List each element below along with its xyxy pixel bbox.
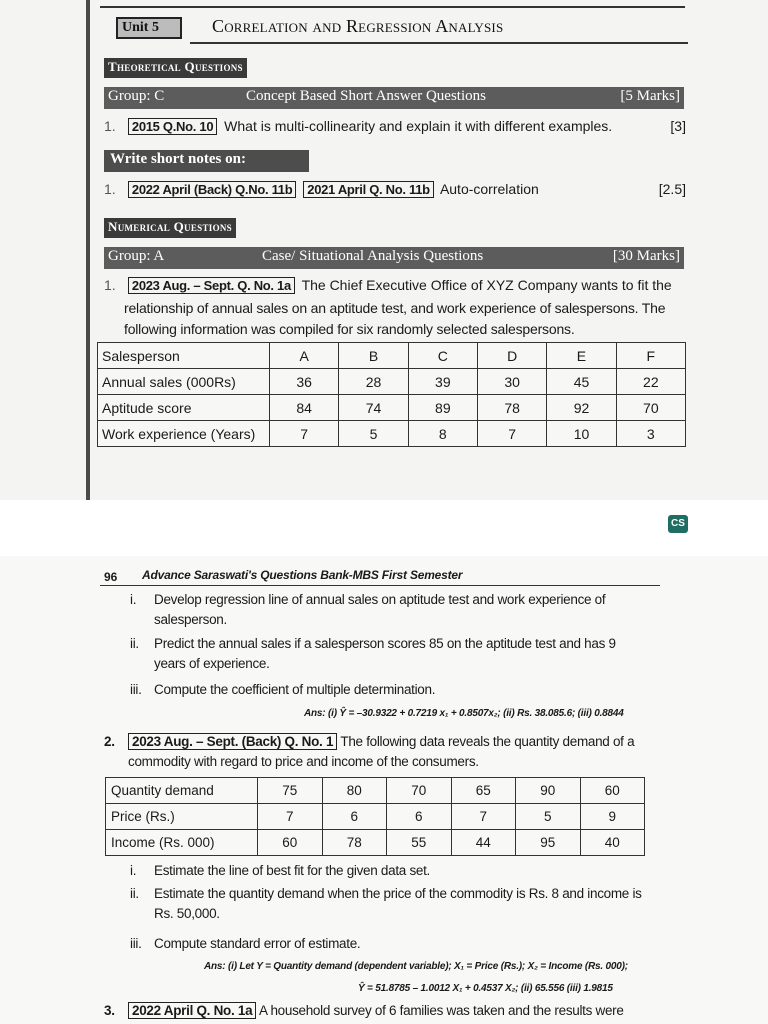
table-cell: 90: [516, 778, 581, 804]
bottom-page: [0, 556, 768, 1024]
table-cell: E: [547, 343, 616, 369]
section-numerical: Numerical Questions: [104, 218, 236, 238]
question-text-line1: The Chief Executive Office of XYZ Company wants to fit the: [301, 277, 672, 293]
running-header: Advance Saraswati's Questions Bank-MBS First Semester: [142, 568, 463, 582]
page-gap: [0, 500, 768, 560]
sub-text: Estimate the line of best fit for the given data set.: [154, 863, 431, 878]
table-cell: 5: [516, 804, 581, 830]
page-number: 96: [104, 570, 118, 584]
table-cell: 9: [580, 804, 645, 830]
group-a-title: Case/ Situational Analysis Questions: [262, 248, 484, 264]
table-row: [106, 830, 645, 856]
row-label: Income (Rs. 000): [106, 830, 258, 856]
table-cell: 78: [322, 830, 387, 856]
camscanner-logo: CS: [668, 515, 688, 533]
table-cell: 89: [408, 395, 477, 421]
table-row: [106, 778, 645, 804]
q1-sub-ii: [130, 634, 660, 674]
table-cell: 7: [270, 421, 339, 447]
sub-text: Predict the annual sales if a salesperson scores 85 on the aptitude test and has 9: [154, 636, 616, 651]
header-rule: [100, 585, 660, 586]
short-notes-heading: Write short notes on:: [104, 150, 309, 172]
table-cell: 36: [270, 369, 339, 395]
question-text-line1: A household survey of 6 families was taken and the results were: [259, 1003, 624, 1018]
table-cell: 60: [580, 778, 645, 804]
group-c-label: Group: C: [108, 88, 165, 104]
table-cell: A: [270, 343, 339, 369]
group-c-title: Concept Based Short Answer Questions: [246, 88, 486, 104]
table-row: [98, 421, 686, 447]
question-number: 1.: [104, 118, 116, 134]
salesperson-table: [97, 342, 686, 447]
binding-edge: [86, 0, 90, 500]
table-cell: 74: [339, 395, 408, 421]
table-cell: B: [339, 343, 408, 369]
table-cell: 22: [616, 369, 685, 395]
table-cell: 7: [258, 804, 323, 830]
top-page: [0, 0, 768, 500]
table-cell: 6: [387, 804, 452, 830]
sub-text: Compute standard error of estimate.: [154, 936, 361, 951]
group-a-bar: [104, 247, 684, 269]
q1-sub-iii: [130, 680, 660, 700]
table-row: [98, 343, 686, 369]
sub-text-cont: salesperson.: [154, 612, 227, 627]
table-cell: 44: [451, 830, 516, 856]
section-theoretical: Theoretical Questions: [104, 58, 247, 78]
question-text-line1: The following data reveals the quantity demand of a: [340, 734, 635, 749]
table-cell: 55: [387, 830, 452, 856]
table-cell: D: [477, 343, 546, 369]
table-cell: 3: [616, 421, 685, 447]
row-label: Price (Rs.): [106, 804, 258, 830]
table-cell: 10: [547, 421, 616, 447]
exam-reference: 2015 Q.No. 10: [128, 118, 217, 135]
sub-number: iii.: [130, 682, 142, 697]
sub-number: ii.: [130, 886, 139, 901]
question-number: 1.: [104, 277, 116, 293]
sub-text-cont: years of experience.: [154, 656, 270, 671]
table-cell: F: [616, 343, 685, 369]
row-label: Aptitude score: [98, 395, 270, 421]
q2-sub-iii: [130, 934, 660, 954]
table-row: [98, 395, 686, 421]
title-rule: [190, 42, 688, 44]
table-cell: 70: [387, 778, 452, 804]
sub-number: i.: [130, 592, 137, 607]
exam-reference: 2021 April Q. No. 11b: [303, 181, 434, 198]
exam-reference: 2022 April Q. No. 1a: [128, 1002, 256, 1019]
unit-title: Correlation and Regression Analysis: [212, 16, 504, 36]
question-text: Auto-correlation: [439, 181, 539, 197]
table-cell: 7: [477, 421, 546, 447]
table-cell: 65: [451, 778, 516, 804]
question-number: 2.: [104, 734, 115, 749]
question-marks: [3]: [670, 118, 686, 134]
question-3: [104, 1001, 660, 1020]
question-text-line3: following information was compiled for six randomly selected salespersons.: [124, 321, 575, 337]
row-label: Quantity demand: [106, 778, 258, 804]
table-cell: 45: [547, 369, 616, 395]
q2-answer-line2: Ŷ = 51.8785 – 1.0012 X₁ + 0.4537 X₂; (ii) 65.556 (iii) 1.9815: [358, 983, 613, 994]
table-cell: 70: [616, 395, 685, 421]
sub-text: Compute the coefficient of multiple determination.: [154, 682, 436, 697]
exam-reference: 2023 Aug. – Sept. Q. No. 1a: [128, 277, 295, 294]
exam-reference: 2023 Aug. – Sept. (Back) Q. No. 1: [128, 733, 337, 750]
table-cell: 28: [339, 369, 408, 395]
question-number: 1.: [104, 181, 116, 197]
group-a-marks: [30 Marks]: [612, 248, 680, 264]
question-n1: [104, 181, 686, 198]
demand-table: [105, 777, 645, 856]
table-cell: 7: [451, 804, 516, 830]
table-cell: 39: [408, 369, 477, 395]
group-c-marks: [5 Marks]: [620, 88, 680, 104]
sub-number: ii.: [130, 636, 139, 651]
table-cell: 80: [322, 778, 387, 804]
sub-text: Develop regression line of annual sales on aptitude test and work experience of: [154, 592, 606, 607]
question-marks: [2.5]: [658, 181, 686, 197]
row-label: Salesperson: [98, 343, 270, 369]
question-2-line2: commodity with regard to price and income of the consumers.: [128, 754, 479, 769]
table-cell: 8: [408, 421, 477, 447]
q1-sub-i: [130, 590, 660, 630]
row-label: Annual sales (000Rs): [98, 369, 270, 395]
sub-number: iii.: [130, 936, 142, 951]
question-c1: [104, 118, 686, 135]
table-cell: 84: [270, 395, 339, 421]
top-rule: [100, 6, 685, 8]
question-a1: [104, 277, 686, 294]
table-cell: 60: [258, 830, 323, 856]
q2-sub-i: [130, 861, 660, 881]
question-text-line2: relationship of annual sales on an aptitude test, and work experience of salespersons. The: [124, 300, 666, 316]
table-cell: 40: [580, 830, 645, 856]
row-label: Work experience (Years): [98, 421, 270, 447]
question-number: 3.: [104, 1003, 115, 1018]
table-cell: 5: [339, 421, 408, 447]
q1-answer: Ans: (i) Ŷ = –30.9322 + 0.7219 x₁ + 0.8507x₂; (ii) Rs. 38.085.6; (iii) 0.8844: [304, 708, 624, 719]
table-row: [106, 804, 645, 830]
q2-sub-ii: [130, 884, 660, 924]
sub-text: Estimate the quantity demand when the price of the commodity is Rs. 8 and income is: [154, 886, 642, 901]
question-2: [104, 732, 660, 751]
table-cell: 30: [477, 369, 546, 395]
question-text: What is multi-collinearity and explain it with different examples.: [224, 118, 613, 134]
table-cell: C: [408, 343, 477, 369]
exam-reference: 2022 April (Back) Q.No. 11b: [128, 181, 296, 198]
sub-text-cont: Rs. 50,000.: [154, 906, 220, 921]
sub-number: i.: [130, 863, 137, 878]
table-cell: 92: [547, 395, 616, 421]
group-a-label: Group: A: [108, 248, 165, 264]
q2-answer-line1: Ans: (i) Let Y = Quantity demand (dependent variable); X₁ = Price (Rs.); X₂ = Income (Rs. 000);: [204, 961, 628, 972]
table-cell: 95: [516, 830, 581, 856]
table-row: [98, 369, 686, 395]
table-cell: 78: [477, 395, 546, 421]
unit-label: Unit 5: [116, 17, 182, 39]
table-cell: 6: [322, 804, 387, 830]
group-c-bar: [104, 87, 684, 109]
table-cell: 75: [258, 778, 323, 804]
